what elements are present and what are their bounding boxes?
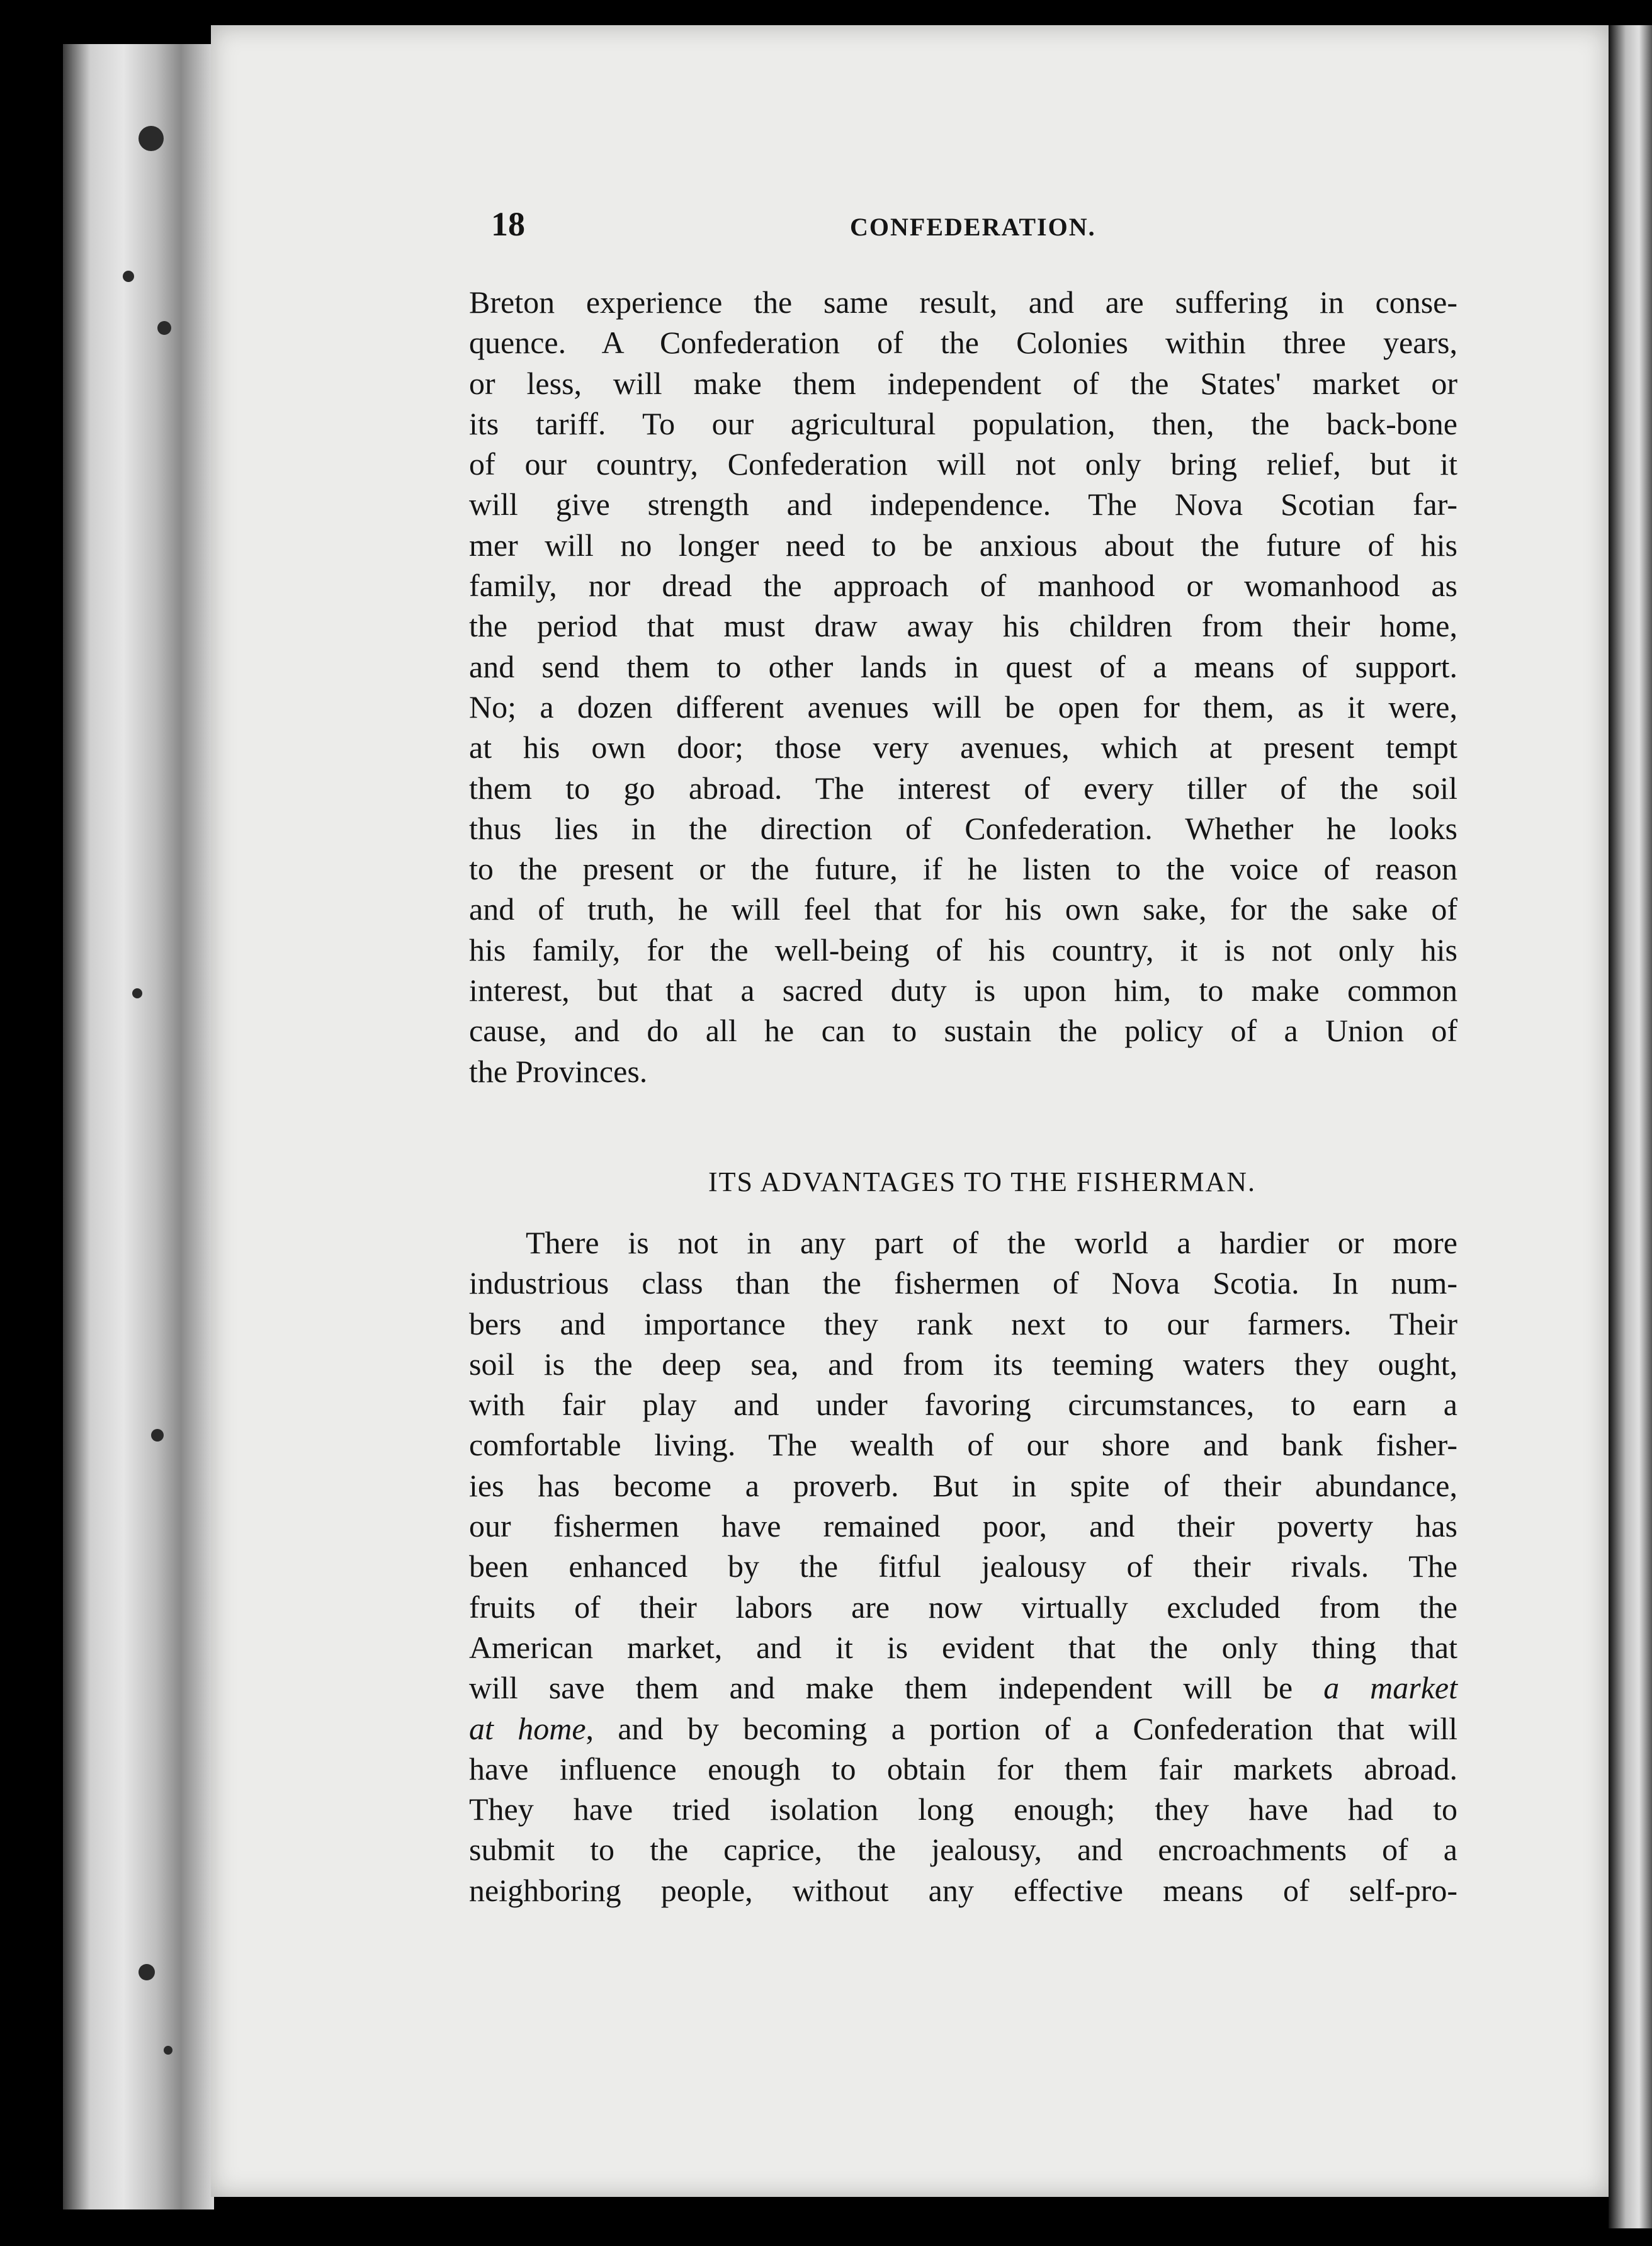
text-line: and of truth, he will feel that for his own sake, for the sake of [469, 891, 1457, 927]
text-line: them to go abroad. The interest of every tiller of the soil [469, 770, 1457, 806]
text-line: to the present or the future, if he listen to the voice of reason [469, 851, 1457, 887]
text-line: American market, and it is evident that the only thing that [469, 1629, 1457, 1665]
section-heading: ITS ADVANTAGES TO THE FISHERMAN. [708, 1166, 1257, 1197]
text-line: its tariff. To our agricultural population, then, the back-bone [469, 405, 1457, 441]
text-line: bers and importance they rank next to our farmers. Their [469, 1306, 1457, 1341]
text-line: soil is the deep sea, and from its teeming waters they ought, [469, 1346, 1457, 1382]
stain-spot [132, 988, 142, 998]
text-line: or less, will make them independent of the States' market or [469, 365, 1457, 401]
text-line: been enhanced by the fitful jealousy of their rivals. The [469, 1549, 1457, 1584]
text-line: at home, and by becoming a portion of a Confederation that will [469, 1710, 1457, 1746]
stain-spot [151, 1429, 164, 1442]
text-line: the period that must draw away his children from their home, [469, 608, 1457, 644]
page-number: 18 [491, 205, 525, 243]
text-line: thus lies in the direction of Confederation. Whether he looks [469, 810, 1457, 846]
text-line: Breton experience the same result, and are suffering in conse- [469, 285, 1457, 320]
stain-spot [139, 126, 164, 151]
text-line: There is not in any part of the world a hardier or more [526, 1224, 1457, 1260]
next-page-edge [1609, 25, 1652, 2228]
text-line: the Provinces. [469, 1053, 648, 1089]
text-line: ies has become a proverb. But in spite of their abundance, [469, 1467, 1457, 1503]
body-text [469, 282, 1457, 1910]
text-line: at his own door; those very avenues, which at present tempt [469, 730, 1457, 765]
text-line: industrious class than the fishermen of Nova Scotia. In num- [469, 1265, 1457, 1301]
stain-spot [123, 271, 134, 282]
italic-phrase: a market [1323, 1670, 1458, 1706]
italic-phrase: at home [469, 1710, 586, 1746]
text-line: family, nor dread the approach of manhood or womanhood as [469, 568, 1457, 604]
text-line-segment: will save them and make them independent will be [469, 1670, 1293, 1706]
text-line: fruits of their labors are now virtually excluded from the [469, 1589, 1457, 1625]
text-line: They have tried isolation long enough; they have had to [469, 1792, 1457, 1827]
page-header-title: CONFEDERATION. [850, 213, 1096, 241]
text-line: will give strength and independence. The Nova Scotian far- [469, 487, 1457, 522]
text-line: of our country, Confederation will not only bring relief, but it [469, 446, 1457, 482]
text-line: our fishermen have remained poor, and their poverty has [469, 1508, 1457, 1544]
section-gap [469, 1092, 1457, 1129]
text-line: comfortable living. The wealth of our shore and bank fisher- [469, 1427, 1457, 1463]
running-head [491, 205, 1461, 255]
text-line: interest, but that a sacred duty is upon him, to make common [469, 973, 1457, 1008]
text-line: No; a dozen different avenues will be open for them, as it were, [469, 689, 1457, 725]
text-line: cause, and do all he can to sustain the policy of a Union of [469, 1013, 1457, 1049]
text-line: with fair play and under favoring circumstances, to earn a [469, 1387, 1457, 1423]
text-line: his family, for the well-being of his country, it is not only his [469, 932, 1457, 968]
text-line: submit to the caprice, the jealousy, and encroachments of a [469, 1832, 1457, 1868]
text-line [469, 1668, 1457, 1708]
book-gutter [63, 44, 214, 2209]
stain-spot [157, 321, 171, 335]
text-line: neighboring people, without any effective means of self-pro- [469, 1872, 1457, 1908]
text-line: quence. A Confederation of the Colonies within three years, [469, 325, 1457, 361]
stain-spot [164, 2046, 173, 2055]
text-line: have influence enough to obtain for them fair markets abroad. [469, 1751, 1457, 1786]
text-line: mer will no longer need to be anxious about the future of his [469, 527, 1457, 563]
stain-spot [139, 1964, 155, 1980]
text-line: and send them to other lands in quest of a means of support. [469, 648, 1457, 684]
